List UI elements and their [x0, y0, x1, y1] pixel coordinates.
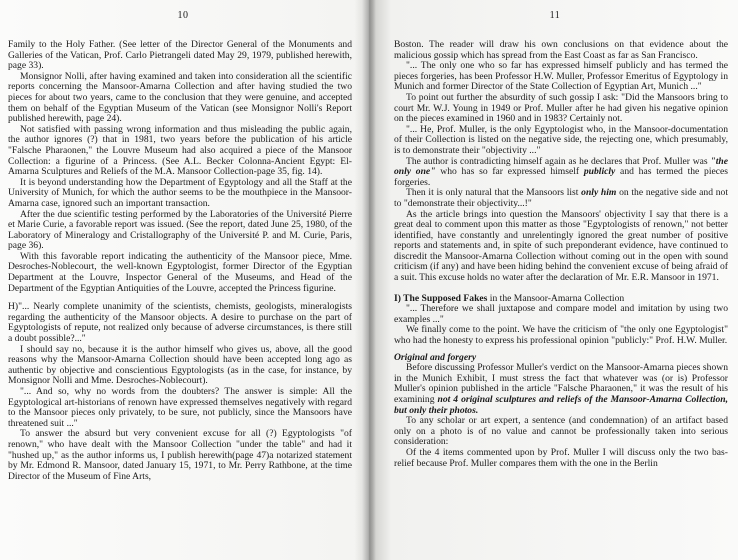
emphasis: not 4 original sculptures and reliefs of the Mansoor-Amarna Collection, but only their photos.: [394, 394, 728, 416]
paragraph: [394, 188, 728, 209]
paragraph: It is beyond understanding how the Department of Egyptology and all the Staff at the University of Munich, for which the author seems to be the mouthpiece in the Mansoor-Amarna case, ignored such an important transaction.: [8, 176, 352, 209]
paragraph: To any scholar or art expert, a sentence (and condemnation) of an artifact based only on a photo is of no value and cannot be professionally taken into serious consideration:: [394, 415, 728, 448]
text-column: [394, 40, 728, 469]
heading-rest: in the Mansoor-Amarna Collection: [487, 292, 625, 304]
emphasis: "the only one": [394, 155, 728, 178]
emphasis: publicly: [583, 166, 616, 178]
left-page: [0, 0, 366, 560]
paragraph: Monsignor Nolli, after having examined and taken into consideration all the scientific reports concerning the Mansoor-Amarna Collection and after having studied the two pieces for about two years, came to the conclusion that they were genuine, and accepted them on behalf of the Egyptian Museum of the Vatican (see Monsignor Nolli's Report published herewith, page 24).: [8, 70, 352, 125]
text-run: Then it is only natural that the Mansoors list: [406, 187, 582, 199]
paragraph: As the article brings into question the Mansoors' objectivity I say that there is a great deal to comment upon this matter as those "Egyptologists of renown," not better identified, have constantly and unrelentingly ignored the great number of positive reports and statements and, in spite of such preponderant evidence, have continued to discredit the Mansoor-Amarna Collection without coming out in the open with sound criticism (if any) and have been hiding behind the convenient excuse of being afraid of a suit. This excuse holds no water after the declaration of Mr. E.R. Mansoor in 1971.: [394, 208, 728, 284]
page-number: 11: [549, 10, 561, 21]
paragraph: Boston. The reader will draw his own conclusions on that evidence about the malicious gossip which has spread from the East Coast as far as San Francisco.: [394, 39, 728, 61]
paragraph: To point out further the absurdity of such gossip I ask: "Did the Mansoors bring to court Mr. W.J. Young in 1949 or Prof. Muller after he had given his negative opinion on the pieces examined in 1960 and in 1983? Certainly not.: [394, 91, 728, 125]
text-run: The author is contradicting himself again as he declares that Prof. Muller was: [406, 155, 711, 167]
paragraph: "... Therefore we shall juxtapose and compare model and imitation by using two examples ...": [394, 303, 728, 325]
paragraph: [394, 157, 728, 189]
paragraph: Not satisfied with passing wrong information and thus misleading the public again, the author ignores (?) that in 1981, two years before the publication of his article "Falsche Pharaonen," the Louvre Museum had also acquired a piece of the Mansoor Collection: a figurine of a Princess. (See A.L. Becker Colonna-Ancient Egypt: El-Amarna Sculptures and Reliefs of the M.A. Mansoor Collection-page 35, fig. 14).: [8, 123, 352, 178]
text-run: who has so far expressed himself: [435, 166, 584, 178]
paragraph: After the due scientific testing performed by the Laboratories of the Université Pierre et Marie Curie, a favorable report was issued. (See the report, dated June 25, 1980, of the Laboratory of Mineralogy and Cristallography of the Université P. and M. Curie, Paris, page 36).: [8, 208, 352, 252]
paragraph: We finally come to the point. We have the criticism of "the only one Egyptologist" who had the honesty to express his professional opinion "publicly:" Prof. H.W. Muller.: [394, 324, 728, 347]
paragraph: "... He, Prof. Muller, is the only Egyptologist who, in the Mansoor-documentation of their Collection is listed on the negative side, the rejecting one, which presumably, is to demonstrate their "objectivity ...": [394, 123, 728, 156]
heading-bold: I) The Supposed Fakes: [394, 292, 488, 304]
subheading: Original and forgery: [394, 351, 477, 363]
paragraph: "... The only one who so far has expressed himself publicly and has termed the pieces forgeries, has been Professor H.W. Muller, Professor Emeritus of Egyptology in Munich and former Director of the State Collection of Egyptian Art, Munich ...": [394, 60, 728, 93]
emphasis: only him: [581, 187, 617, 199]
text-run: on the negative side and not to "demonstrate their objectivity...!": [394, 187, 728, 209]
right-page: [372, 0, 738, 560]
paragraph: Family to the Holy Father. (See letter of the Director General of the Monuments and Galleries of the Vatican, Prof. Carlo Pietrangeli dated May 29, 1979, published herewith, page 33).: [8, 39, 352, 72]
paragraph: H)"... Nearly complete unanimity of the scientists, chemists, geologists, mineralogists regarding the authenticity of the Mansoor objects. A desire to purchase on the part of Egyptologists of repute, not realized only because of adverse circumstances, is there still a doubt possible?...": [8, 301, 352, 345]
text-run: Before discussing Professor Muller's verdict on the Mansoor-Amarna pieces shown in the Munich Exhibit, I must stress the fact that whatever was (or is) Professor Muller's opinion published in the article "Falsche Pharaonen," it was the result of his examining: [394, 362, 728, 405]
paragraph: To answer the absurd but very convenient excuse for all (?) Egyptologists "of renown," who have dealt with the Mansoor Collection "under the table" and had it "hushed up," as the author informs us, I publish herewith(page 47)a notarized statement by Mr. Edmond R. Mansoor, dated January 15, 1971, to Mr. Perry Rathbone, at the time Director of the Museum of Fine Arts,: [8, 428, 352, 482]
page-number: 10: [177, 10, 189, 21]
text-column: [8, 40, 352, 482]
paragraph: "... And so, why no words from the doubters? The answer is simple: All the Egyptological art-historians of renown have expressed themselves negatively with regard to the Mansoor pieces only privately, to be sure, not publicly, since the Mansoors have threatened suit ...": [8, 386, 352, 429]
text-run: and has termed the pieces forgeries.: [394, 166, 729, 188]
paragraph: Of the 4 items commented upon by Prof. Muller I will discuss only the two bas-relief because Prof. Muller compares them with the one in the Berlin: [394, 446, 728, 469]
paragraph: With this favorable report indicating the authenticity of the Mansoor piece, Mme. Desroches-Noblecourt, the well-known Egyptologist, former Director of the Egyptian Department at the Louvre, Inspector General of the Museums, and Head of the Department of the Egyptian Antiquities of the Louvre, accepted the Princess figurine.: [8, 250, 352, 294]
paragraph: [394, 363, 728, 416]
paragraph: I should say no, because it is the author himself who gives us, above, all the good reasons why the Mansoor-Amarna Collection should have been accepted long ago as authentic by objective and conscientious Egyptologists (as in the case, for instance, by Monsignor Nolli and Mme. Desroches-Noblecourt).: [8, 343, 352, 387]
